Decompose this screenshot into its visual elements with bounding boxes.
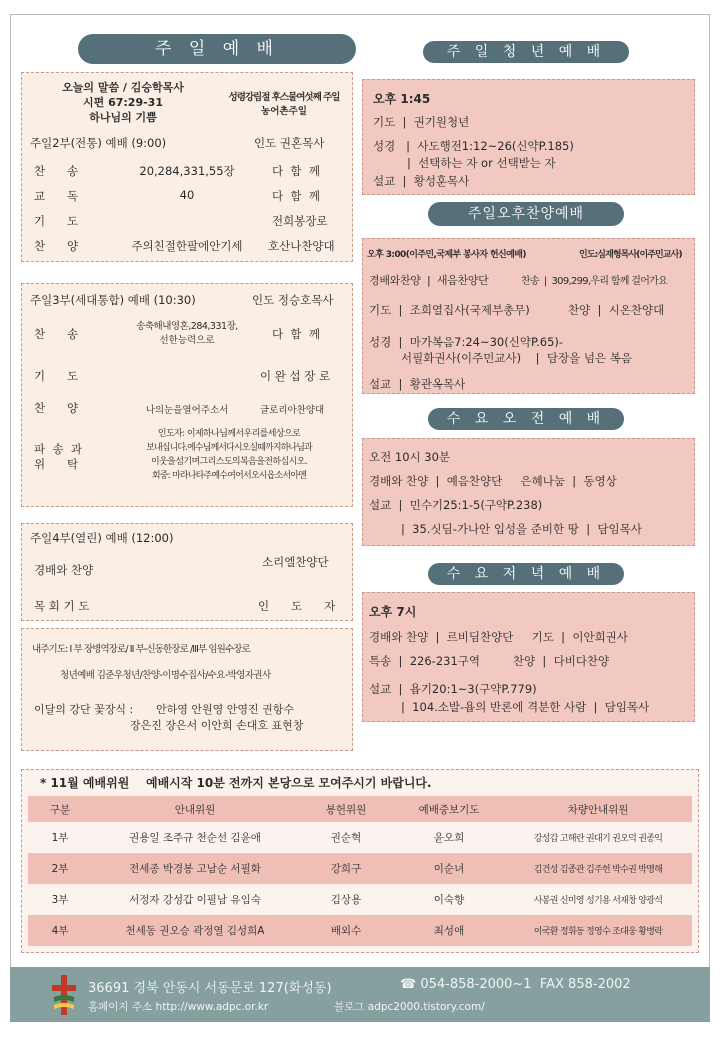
roster-cell: 1부: [51, 832, 69, 844]
service4-praise-label: 경배와 찬양: [34, 563, 94, 577]
service3-header-leader: 인도 정승호목사: [252, 293, 334, 307]
service3-sending-line: 회중: 마라나타주예수여어서오시옵소서아멘: [151, 471, 307, 481]
service2-row-who: 다 함 께: [272, 189, 320, 203]
roster-header-row: [28, 796, 692, 822]
roster-cell: 천세동 권오승 곽정열 김성희A: [92, 915, 298, 946]
roster-cell: 강성갑 고해란 권대기 권오덕 권종익: [533, 834, 663, 844]
service4-box: [21, 523, 353, 621]
roster-cell: 최성애: [394, 915, 504, 946]
service4-praise-who: 소리엘찬양단: [262, 555, 329, 569]
footer-address: 36691 경북 안동시 서동문로 127(화성동): [88, 981, 332, 996]
flowers-line1: 안하영 안원영 안영진 권항수: [156, 703, 295, 716]
roster-cell: 서정자 강성갑 이필남 유임숙: [129, 894, 261, 906]
service3-hymn-line1: 송축해내영혼,284,331장,: [136, 321, 238, 332]
service2-row-label: 찬 양: [34, 239, 79, 253]
afternoon-preacher-line: 서필화권사(이주민교사) | 담장을 넘은 복음: [401, 351, 632, 365]
youth-time: 오후 1:45: [373, 92, 431, 106]
service3-praise-who: 글로리아찬양대: [260, 405, 325, 416]
roster-cell: 윤오희: [433, 832, 465, 844]
roster-cell: 배외수: [298, 915, 394, 946]
service3-hymn-who: 다 함 께: [272, 327, 320, 341]
service3-praise-content: 나의눈을열어주소서: [145, 405, 229, 416]
service3-box: [21, 283, 353, 507]
wed-evening-sermon-1: 설교 | 욥기20:1~3(구약P.779): [369, 682, 537, 696]
sermon-note-1: 성령강림절 후스물여섯째 주일: [228, 92, 340, 103]
sermon-note-2: 농어촌주일: [261, 106, 307, 117]
afternoon-prayer: 기도 | 조희열집사(국제부총무): [369, 303, 530, 317]
afternoon-scripture: 성경 | 마가복음7:24~30(신약P.65)-: [369, 335, 564, 349]
roster-title: * 11월 예배위원 예배시작 10분 전까지 본당으로 모여주시기 바랍니다.: [40, 776, 432, 790]
notes-box: [21, 628, 353, 751]
afternoon-time: 오후 3:00(이주민,국제부 봉사자 헌신예배): [367, 250, 526, 260]
wed-morning-title: 수 요 오 전 예 배: [428, 408, 624, 430]
service3-prayer-label: 기 도: [34, 369, 79, 383]
sunday-worship-title: 주 일 예 배: [78, 34, 356, 64]
roster-cell: 김건성 김종관 김주헌 박수권 박명해: [504, 853, 692, 884]
service3-header-name: 주일3부(세대통합) 예배 (10:30): [30, 293, 196, 307]
roster-cell: 권용일 조주규 천순선 김윤애: [129, 832, 261, 844]
roster-table: [28, 796, 692, 946]
service4-prayer-who: 인 도 자: [258, 599, 336, 613]
roster-cell: 이순녀: [394, 853, 504, 884]
roster-cell: 김상용: [330, 894, 362, 906]
service3-praise-label: 찬 양: [34, 401, 79, 415]
service2-row-label: 기 도: [34, 214, 79, 228]
roster-cell: 강희구: [298, 853, 394, 884]
service3-sending-label1: 파 송 과: [34, 442, 82, 456]
sermon-heading: 오늘의 말씀 / 김승학목사: [62, 81, 184, 94]
service2-row-who: 다 함 께: [272, 164, 320, 178]
afternoon-worship-title: 주일오후찬양예배: [428, 202, 624, 226]
footer: [10, 967, 710, 1022]
service2-row-who: 호산나찬양대: [268, 239, 335, 253]
wed-morning-praise: 경배와 찬양 | 예음찬양단 은혜나눔 | 동영상: [369, 474, 617, 488]
youth-prayer: 기도 | 권기원청년: [373, 115, 470, 129]
roster-cell: 2부: [28, 853, 92, 884]
roster-header-cell: 봉헌위원: [298, 796, 394, 822]
service2-header-name: 주일2부(전통) 예배 (9:00): [30, 136, 167, 150]
wed-evening-box: [362, 592, 695, 722]
youth-worship-box: [362, 79, 695, 195]
wed-evening-title: 수 요 저 녁 예 배: [428, 563, 624, 585]
roster-cell: 이국환 정휘동 정영수 조대웅 황병락: [504, 915, 692, 946]
wed-morning-time: 오전 10시 30분: [369, 450, 451, 464]
wed-evening-praise: 경배와 찬양 | 르비딤찬양단 기도 | 이안희권사: [369, 630, 628, 644]
roster-cell: 3부: [51, 894, 69, 906]
service2-row-label: 찬 송: [34, 164, 79, 178]
service3-prayer-who: 이 완 섭 장 로: [260, 369, 331, 383]
service4-prayer-label: 목 회 기 도: [34, 599, 90, 613]
service2-header-leader: 인도 권혼목사: [254, 136, 325, 150]
afternoon-hymn: 찬송 | 309,299,우리 함께 걸어가요: [521, 276, 668, 287]
afternoon-leader: 인도:심재형목사(이주민교사): [579, 250, 682, 260]
roster-cell: 전세종 박경봉 고남순 서필화: [92, 853, 298, 884]
roster-header-cell: 안내위원: [92, 796, 298, 822]
service2-row-content: 주의친절한팔에안기세: [131, 239, 243, 253]
ushers-line2: 청년예배 김준우청년/찬양-이명수집사/수요-박영자권사: [60, 670, 271, 681]
wed-morning-box: [362, 438, 695, 546]
roster-cell: 사봉권 신미영 성기용 서재창 양광석: [533, 896, 663, 906]
flowers-line2: 장은진 장은서 이안희 손대호 표현창: [130, 719, 304, 732]
wed-evening-special: 특송 | 226-231구역 찬양 | 다비다찬양: [369, 654, 610, 668]
roster-row: [28, 853, 692, 884]
footer-phone: ☎ 054-858-2000~1 FAX 858-2002: [400, 977, 631, 992]
footer-blog[interactable]: 블로그 adpc2000.tistory.com/: [334, 1001, 485, 1013]
service3-sending-line: 인도자: 이제하나님께서우리를세상으로: [157, 429, 301, 439]
roster-row: [28, 822, 692, 853]
afternoon-choir: 찬양 | 시온찬양대: [568, 303, 665, 317]
service2-row-label: 교 독: [34, 189, 79, 203]
youth-preacher: 설교 | 황성훈목사: [373, 174, 470, 188]
roster-header-cell: 구분: [28, 796, 92, 822]
youth-worship-title: 주 일 청 년 예 배: [423, 41, 629, 63]
service3-hymn-line2: 선한능력으로: [159, 335, 215, 346]
service3-sending-label2: 위 탁: [34, 457, 79, 471]
afternoon-worship-box: [362, 238, 695, 394]
service3-sending-line: 보내십니다.예수님께서다시오실때까지하나님과: [146, 443, 312, 453]
service2-row-who: 전희봉장로: [272, 214, 328, 228]
roster-header-cell: 차량안내위원: [504, 796, 692, 822]
service2-box: [21, 72, 353, 262]
wed-morning-sermon-1: 설교 | 민수기25:1-5(구약P.238): [369, 498, 543, 512]
ushers-line1: 내주기도: I 부 장병역장로/ II 부-신동한장로 /III부 임원수장로: [32, 644, 250, 655]
wed-evening-time: 오후 7시: [369, 605, 417, 619]
roster-cell: 이숙향: [433, 894, 465, 906]
service3-hymn-label: 찬 송: [34, 327, 79, 341]
service2-row-content: 20,284,331,55장: [139, 164, 235, 178]
roster-cell: 권순혁: [330, 832, 362, 844]
afternoon-sermon: 설교 | 황관옥목사: [369, 377, 466, 391]
flowers-label: 이달의 강단 꽃장식 :: [34, 703, 134, 716]
footer-homepage[interactable]: 홈페이지 주소 http://www.adpc.or.kr: [88, 1001, 269, 1013]
roster-row: [28, 884, 692, 915]
roster-header-cell: 예배중보기도: [394, 796, 504, 822]
youth-sermon-title: | 선택하는 자 or 선택받는 자: [407, 156, 556, 170]
roster-row: [28, 915, 692, 946]
wed-morning-sermon-2: | 35.싯딤-가나안 입성을 준비한 땅 | 담임목사: [401, 522, 642, 536]
service3-sending-line: 이웃을섬기며그리스도의복음을전하십시오.: [150, 457, 308, 467]
service4-header-name: 주일4부(열린) 예배 (12:00): [30, 531, 174, 545]
sermon-title: 하나님의 기쁨: [89, 111, 157, 124]
roster-box: [21, 769, 699, 953]
wed-evening-sermon-2: | 104.소발-욥의 반론에 격분한 사람 | 담임목사: [401, 700, 650, 714]
afternoon-praise: 경배와찬양 | 새음찬양단: [369, 274, 489, 287]
roster-cell: 4부: [28, 915, 92, 946]
service2-row-content: 40: [179, 188, 195, 202]
sermon-scripture: 시편 67:29-31: [83, 96, 163, 109]
church-cross-logo-icon: [50, 975, 78, 1015]
youth-scripture: 성경 | 사도행전1:12~26(신약P.185): [373, 139, 574, 153]
